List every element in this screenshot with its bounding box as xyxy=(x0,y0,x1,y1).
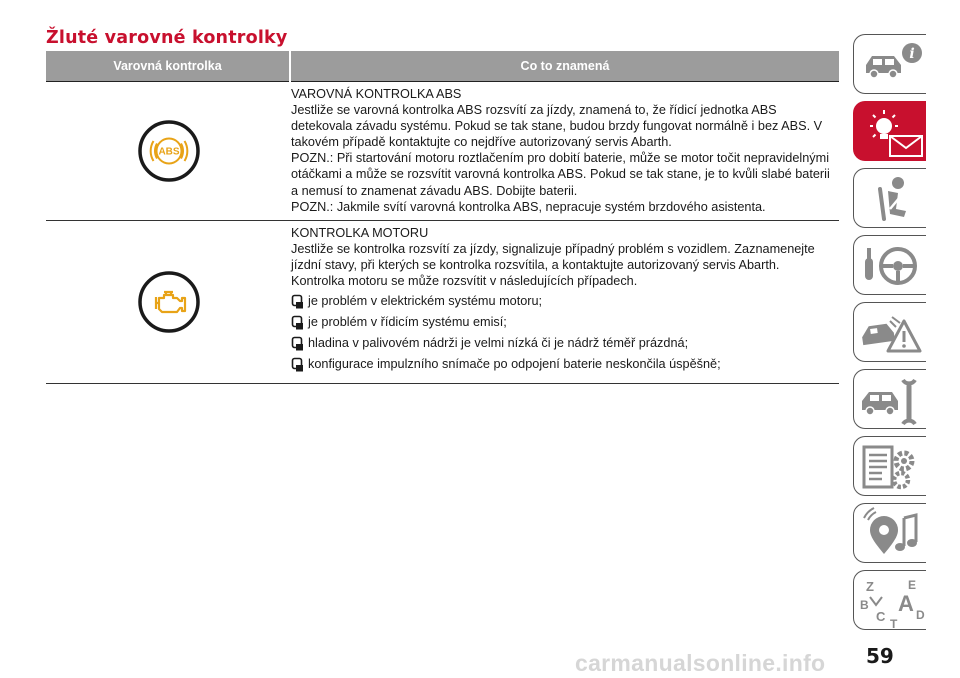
bullet-text: je problém v řídicím systému emisí; xyxy=(308,315,507,330)
page-number: 59 xyxy=(866,644,894,668)
navigation-music-icon xyxy=(854,504,927,564)
svg-text:i: i xyxy=(909,46,915,62)
table-row-engine xyxy=(46,221,839,384)
index-letter: B xyxy=(860,598,869,612)
car-info-icon xyxy=(854,35,927,95)
index-letter: Z xyxy=(866,579,874,594)
index-letter: T xyxy=(890,617,898,631)
bullet-icon xyxy=(291,336,304,351)
car-accident-warning-icon xyxy=(854,303,927,363)
header-warning-light: Varovná kontrolka xyxy=(46,51,289,82)
bullet-text: je problém v elektrickém systému motoru; xyxy=(308,294,543,309)
index-letter: E xyxy=(908,578,917,592)
index-letter: D xyxy=(916,608,925,622)
abs-paragraph: Jestliže se varovná kontrolka ABS rozsvítí za jízdy, znamená to, že řídicí jednotka ABS detekovala závadu systému. Pokud se tak stane, budou brzdy fungovat normálně i bez ABS. V takovém případě kontaktujte co nejdříve autorizovaný servis Abarth. xyxy=(291,103,823,150)
alphabetical-index-icon xyxy=(854,571,927,631)
tab-index[interactable] xyxy=(853,570,926,630)
tab-key-steering[interactable] xyxy=(853,235,926,295)
list-item xyxy=(291,293,839,309)
table-row-abs xyxy=(46,82,839,221)
abs-icon-cell xyxy=(46,82,291,220)
bullet-text: hladina v palivovém nádrži je velmi nízká či je nádrž téměř prázdná; xyxy=(308,336,689,351)
abs-description xyxy=(291,82,839,220)
engine-description xyxy=(291,221,839,383)
key-steering-wheel-icon xyxy=(854,236,927,296)
engine-cases-intro: Kontrolka motoru se může rozsvítit v následujících případech. xyxy=(291,274,638,289)
warning-light-envelope-icon xyxy=(854,102,927,162)
engine-heading: KONTROLKA MOTORU xyxy=(291,225,429,240)
tab-car-info[interactable] xyxy=(853,34,926,94)
bullet-icon xyxy=(291,294,304,309)
engine-paragraph: Jestliže se kontrolka rozsvítí za jízdy, signalizuje případný problém s vozidlem. Zaznamenejte jízdní stavy, při kterých se kontrolka rozsvítila, a kontaktujte autorizovaný servis Abarth. xyxy=(291,241,815,272)
tab-specifications[interactable] xyxy=(853,436,926,496)
abs-note-2: POZN.: Jakmile svítí varovná kontrolka ABS, nepracuje systém brzdového asistenta. xyxy=(291,199,766,214)
abs-note-1: POZN.: Při startování motoru roztlačením pro dobití baterie, může se motor točit nepravidelnými otáčkami a může se rozsvítit varovná kontrolka ABS. Pokud se tak stane, je to kvůli slabé baterii a nemusí to znamenat závadu ABS. Dobijte baterii. xyxy=(291,151,830,198)
warning-lights-table xyxy=(46,51,839,384)
tab-multimedia[interactable] xyxy=(853,503,926,563)
abs-icon-label: ABS xyxy=(157,146,180,158)
car-wrench-icon xyxy=(854,370,927,430)
index-letter: A xyxy=(898,591,914,616)
list-item xyxy=(291,314,839,330)
table-header xyxy=(46,51,839,82)
engine-cases-list xyxy=(291,293,839,372)
watermark: carmanualsonline.info xyxy=(575,650,826,676)
bullet-icon xyxy=(291,315,304,330)
seat-safety-icon xyxy=(854,169,927,229)
abs-warning-light-icon xyxy=(137,119,201,183)
list-item xyxy=(291,356,839,372)
engine-icon-cell xyxy=(46,221,291,383)
index-letter: C xyxy=(876,609,886,624)
abs-heading: VAROVNÁ KONTROLKA ABS xyxy=(291,87,462,101)
engine-warning-light-icon xyxy=(137,270,201,334)
tab-emergency[interactable] xyxy=(853,302,926,362)
tab-warning-lights[interactable] xyxy=(853,101,926,161)
bullet-text: konfigurace impulzního snímače po odpojení baterie neskončila úspěšně; xyxy=(308,357,721,372)
specifications-gear-icon xyxy=(854,437,927,497)
page-title: Žluté varovné kontrolky xyxy=(46,28,288,48)
list-item xyxy=(291,335,839,351)
bullet-icon xyxy=(291,357,304,372)
tab-maintenance[interactable] xyxy=(853,369,926,429)
tab-seat-safety[interactable] xyxy=(853,168,926,228)
header-meaning: Co to znamená xyxy=(291,51,839,82)
